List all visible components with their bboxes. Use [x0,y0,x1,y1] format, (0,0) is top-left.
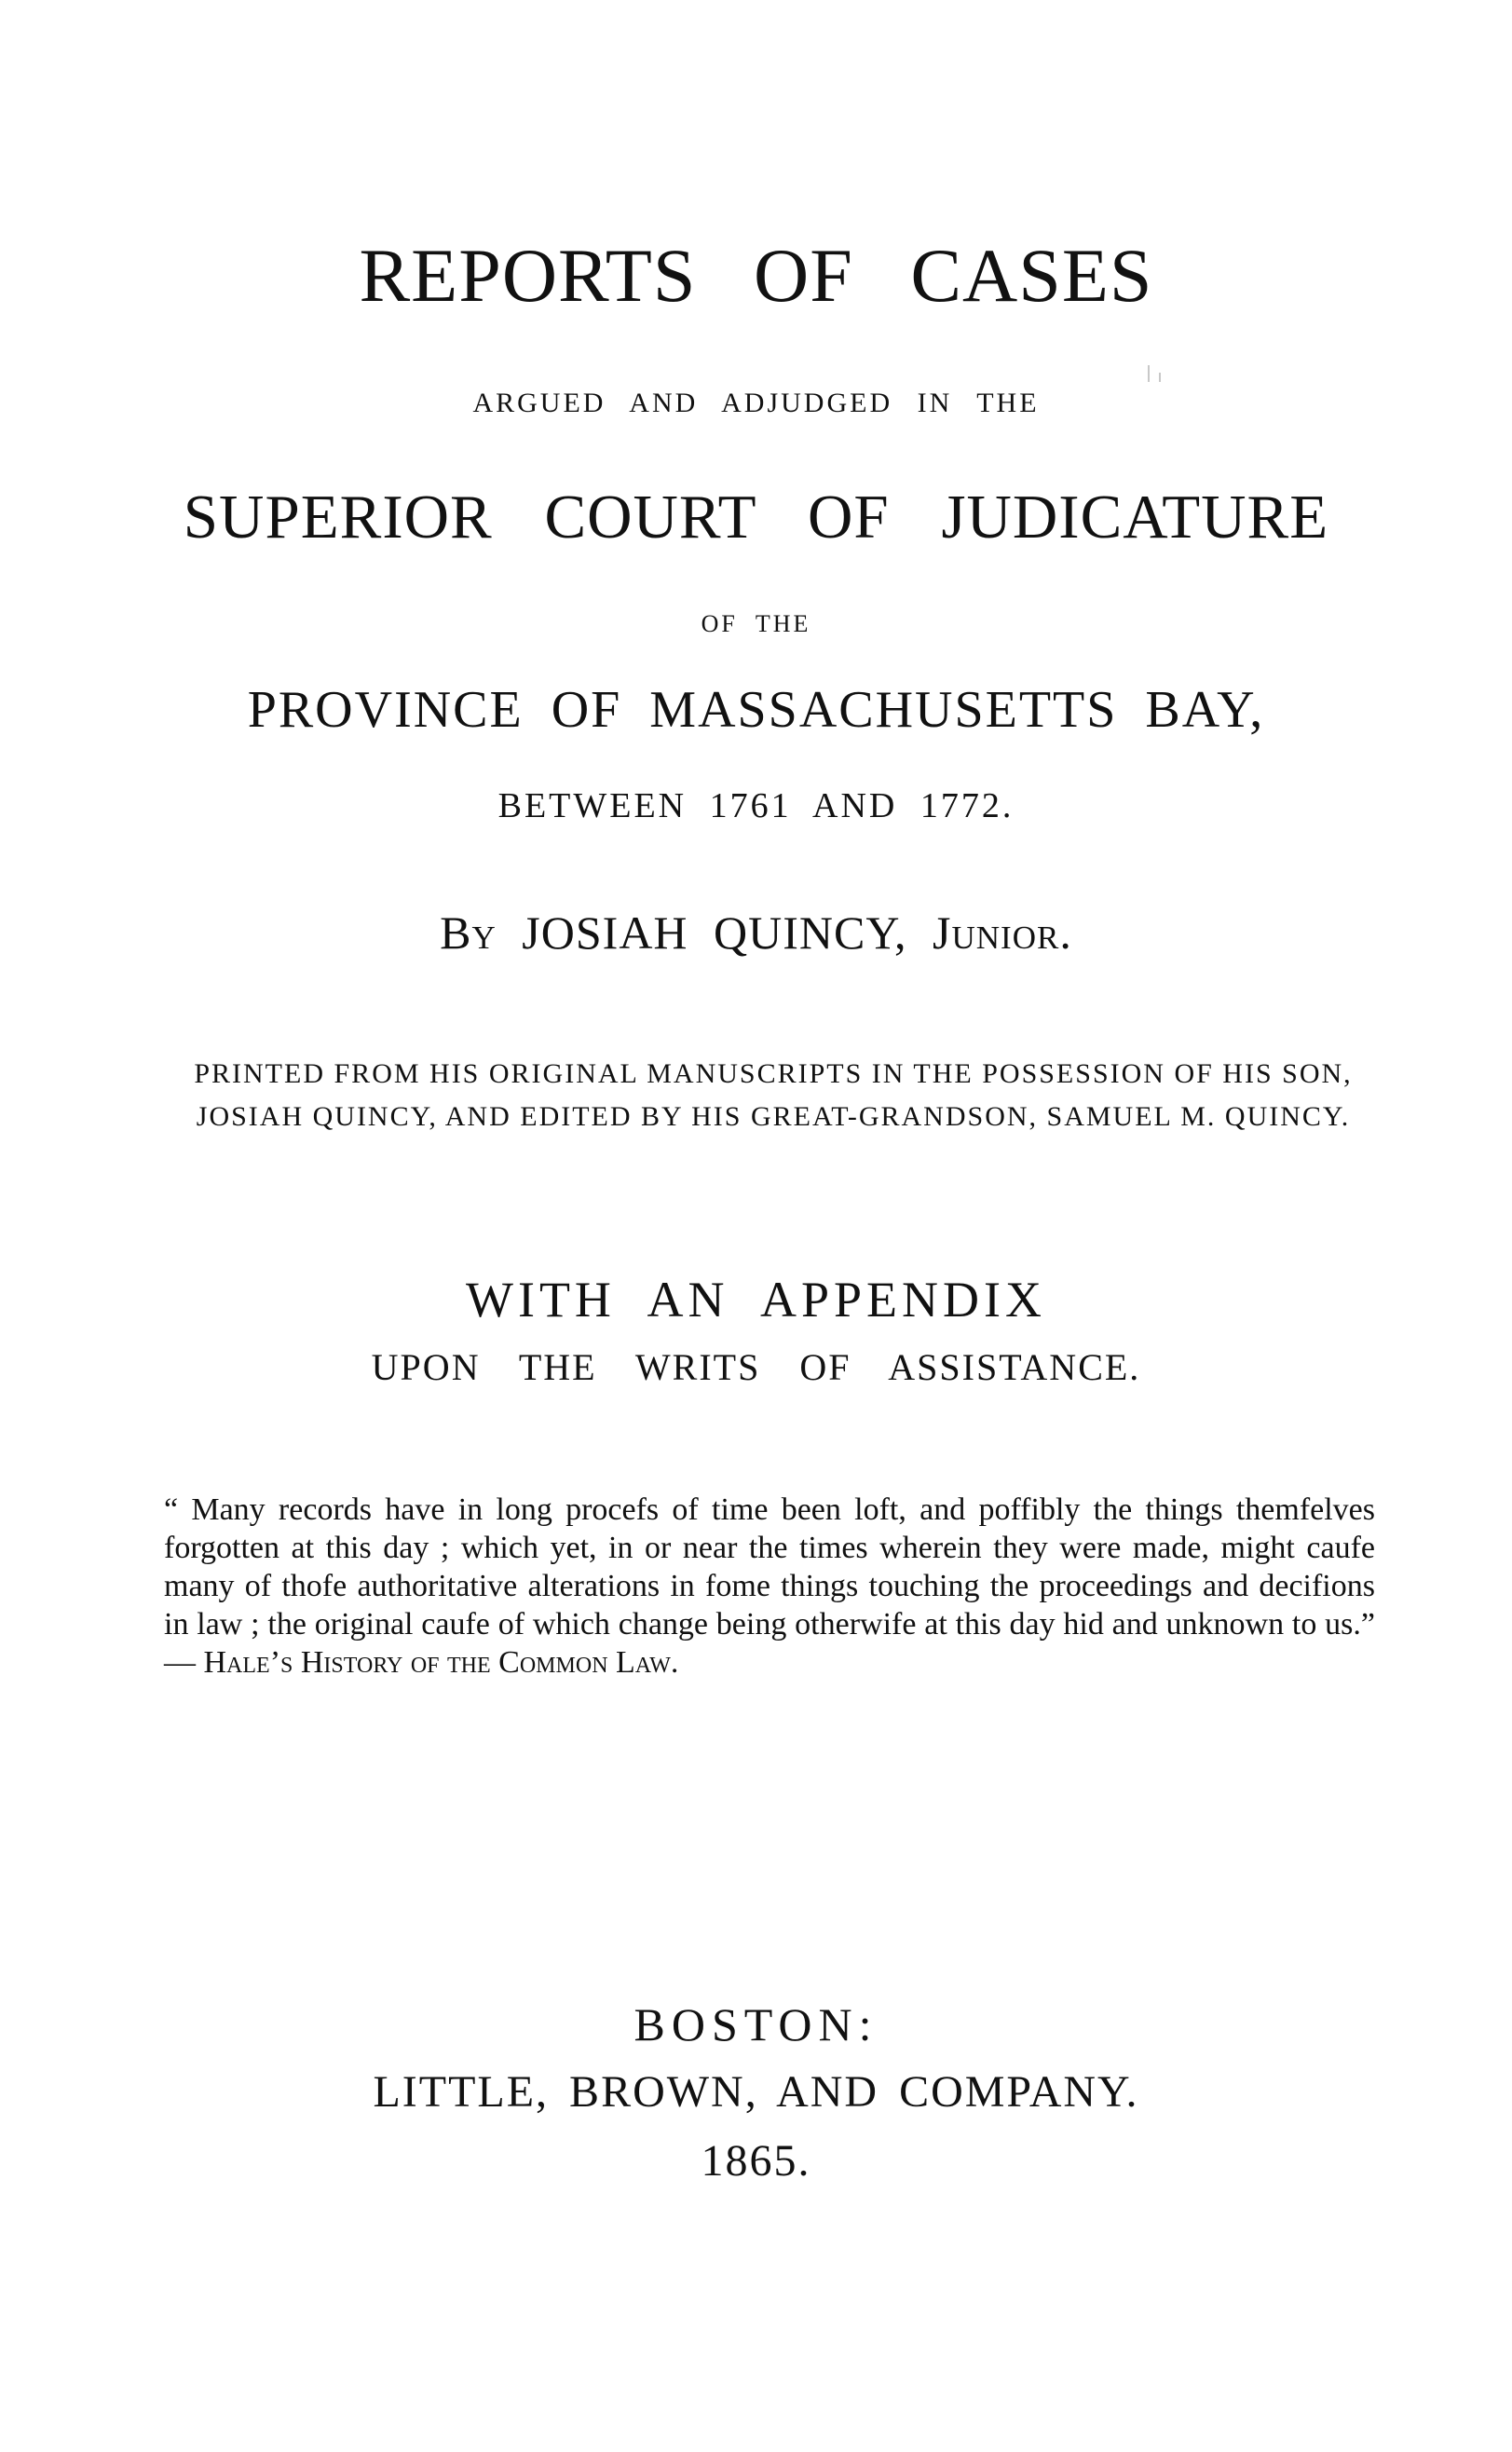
subtitle-line: ARGUED AND ADJUDGED IN THE [472,388,1040,418]
imprint-publisher: LITTLE, BROWN, AND COMPANY. [373,2067,1139,2117]
scan-mark [1148,365,1150,382]
author-suffix: Junior. [933,906,1072,959]
imprint-place: BOSTON: [633,1998,879,2050]
printed-note: PRINTED FROM HIS ORIGINAL MANUSCRIPTS IN THE POSSESSION OF HIS SON, JOSIAH QUINCY, AND EDITED BY HIS GREAT-GRANDSON, SAMUEL M. QUINCY. [194,1058,1353,1132]
author-name: JOSIAH QUINCY, [522,906,907,959]
author-line [0,906,1512,959]
epigraph-source: Hale’s History of the Common Law. [203,1645,679,1680]
appendix-subheading: UPON THE WRITS OF ASSISTANCE. [371,1346,1141,1388]
court-title: SUPERIOR COURT OF JUDICATURE [183,483,1329,552]
book-title: REPORTS OF CASES [359,233,1153,318]
epigraph [164,1491,1375,1682]
years-line: BETWEEN 1761 AND 1772. [497,786,1015,825]
province-title: PROVINCE OF MASSACHUSETTS BAY, [247,681,1265,739]
scan-mark [1159,373,1161,382]
imprint-year: 1865. [701,2136,811,2186]
epigraph-text: “ Many records have in long procefs of time been loft, and poffibly the things themfelves forgotten at this day ; which yet, in or near the times wherein they were made, might caufe many of thofe authoritative alterations in fome things touching the proceedings and decifions in law ; the original caufe of which change being otherwife at this day hid and unknown to us.” — [164,1492,1375,1680]
author-by: By [440,906,497,959]
of-the-line: OF THE [701,610,811,637]
appendix-heading: WITH AN APPENDIX [466,1272,1046,1328]
